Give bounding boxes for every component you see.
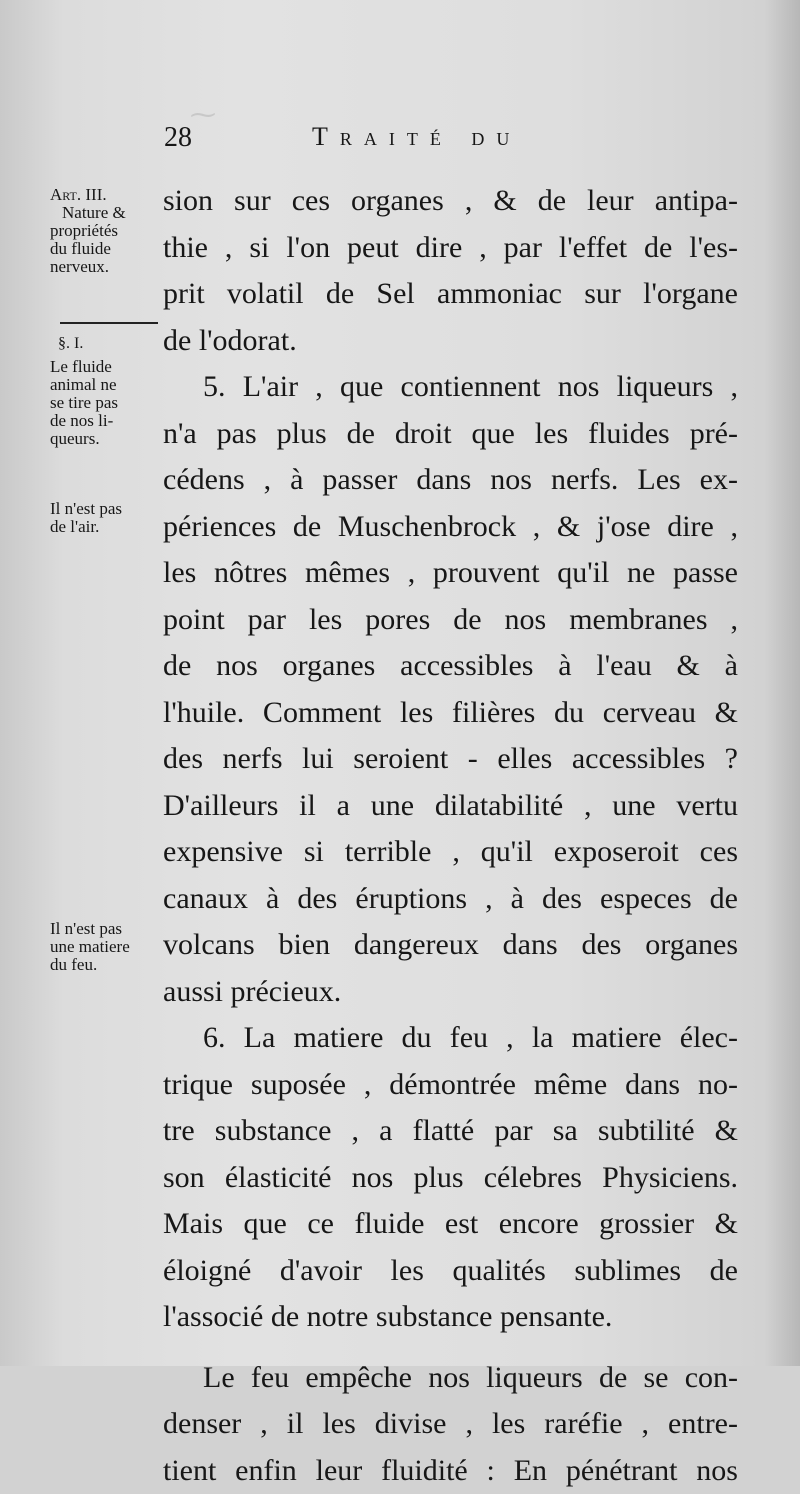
text-line: éloigné d'avoir les qualités sublimes de [163, 1248, 738, 1295]
margin-note-2 [50, 500, 162, 536]
margin-section [50, 335, 162, 353]
margin-note-line: queurs. [50, 430, 162, 448]
text-line: de l'odorat. [163, 318, 738, 365]
margin-topic-line: Nature & [50, 204, 162, 222]
paragraph-gap [163, 1341, 738, 1355]
margin-article-block [50, 186, 162, 276]
margin-note-line: du feu. [50, 956, 162, 974]
text-line: des nerfs lui seroient - elles accessibles ? [163, 736, 738, 783]
margin-rule [60, 322, 158, 324]
margin-note-3 [50, 920, 162, 974]
running-head [160, 118, 740, 158]
text-line: Mais que ce fluide est encore grossier & [163, 1201, 738, 1248]
margin-note-line: se tire pas [50, 394, 162, 412]
text-line: l'associé de notre substance pensante. [163, 1294, 738, 1341]
margin-topic-line: propriétés [50, 222, 162, 240]
body-text [163, 178, 738, 1494]
show-through-texture: ⁓ [190, 100, 216, 130]
text-line: aussi précieux. [163, 969, 738, 1016]
margin-article: Art. III. [50, 186, 162, 204]
margin-note-line: animal ne [50, 376, 162, 394]
text-line: cédens , à passer dans nos nerfs. Les ex- [163, 457, 738, 504]
text-line: thie , si l'on peut dire , par l'effet de l'es- [163, 225, 738, 272]
margin-topic-line: nerveux. [50, 258, 162, 276]
text-line: trique suposée , démontrée même dans no- [163, 1062, 738, 1109]
text-line: les nôtres mêmes , prouvent qu'il ne passe [163, 550, 738, 597]
text-line: point par les pores de nos membranes , [163, 597, 738, 644]
margin-note-line: Le fluide [50, 358, 162, 376]
text-line: expensive si terrible , qu'il exposeroit ces [163, 829, 738, 876]
running-title: Traité du [312, 122, 521, 152]
text-line: périences de Muschenbrock , & j'ose dire , [163, 504, 738, 551]
text-line: tre substance , a flatté par sa subtilité & [163, 1108, 738, 1155]
margin-note-1 [50, 358, 162, 448]
text-line: n'a pas plus de droit que les fluides pré- [163, 411, 738, 458]
paragraph-5-start: 5. L'air , que contiennent nos liqueurs , [163, 364, 738, 411]
margin-topic-line: du fluide [50, 240, 162, 258]
text-line: prit volatil de Sel ammoniac sur l'organe [163, 271, 738, 318]
paragraph-6-start: 6. La matiere du feu , la matiere élec- [163, 1015, 738, 1062]
margin-note-line: de l'air. [50, 518, 162, 536]
text-line: son élasticité nos plus célebres Physiciens. [163, 1155, 738, 1202]
text-line: sion sur ces organes , & de leur antipa- [163, 178, 738, 225]
text-line: denser , il les divise , les raréfie , entre- [163, 1401, 738, 1448]
text-line: de nos organes accessibles à l'eau & à [163, 643, 738, 690]
margin-note-line: de nos li- [50, 412, 162, 430]
section-sign: §. I. [50, 335, 162, 353]
margin-note-line: une matiere [50, 938, 162, 956]
margin-note-line: Il n'est pas [50, 500, 162, 518]
text-line: canaux à des éruptions , à des especes de [163, 876, 738, 923]
text-line: l'huile. Comment les filières du cerveau & [163, 690, 738, 737]
margin-note-line: Il n'est pas [50, 920, 162, 938]
paragraph-start: Le feu empêche nos liqueurs de se con- [163, 1355, 738, 1402]
page-number: 28 [164, 122, 192, 154]
text-line: volcans bien dangereux dans des organes [163, 922, 738, 969]
page-edge-shadow [764, 0, 800, 1366]
text-line: D'ailleurs il a une dilatabilité , une vertu [163, 783, 738, 830]
text-line: tient enfin leur fluidité : En pénétrant nos [163, 1448, 738, 1494]
